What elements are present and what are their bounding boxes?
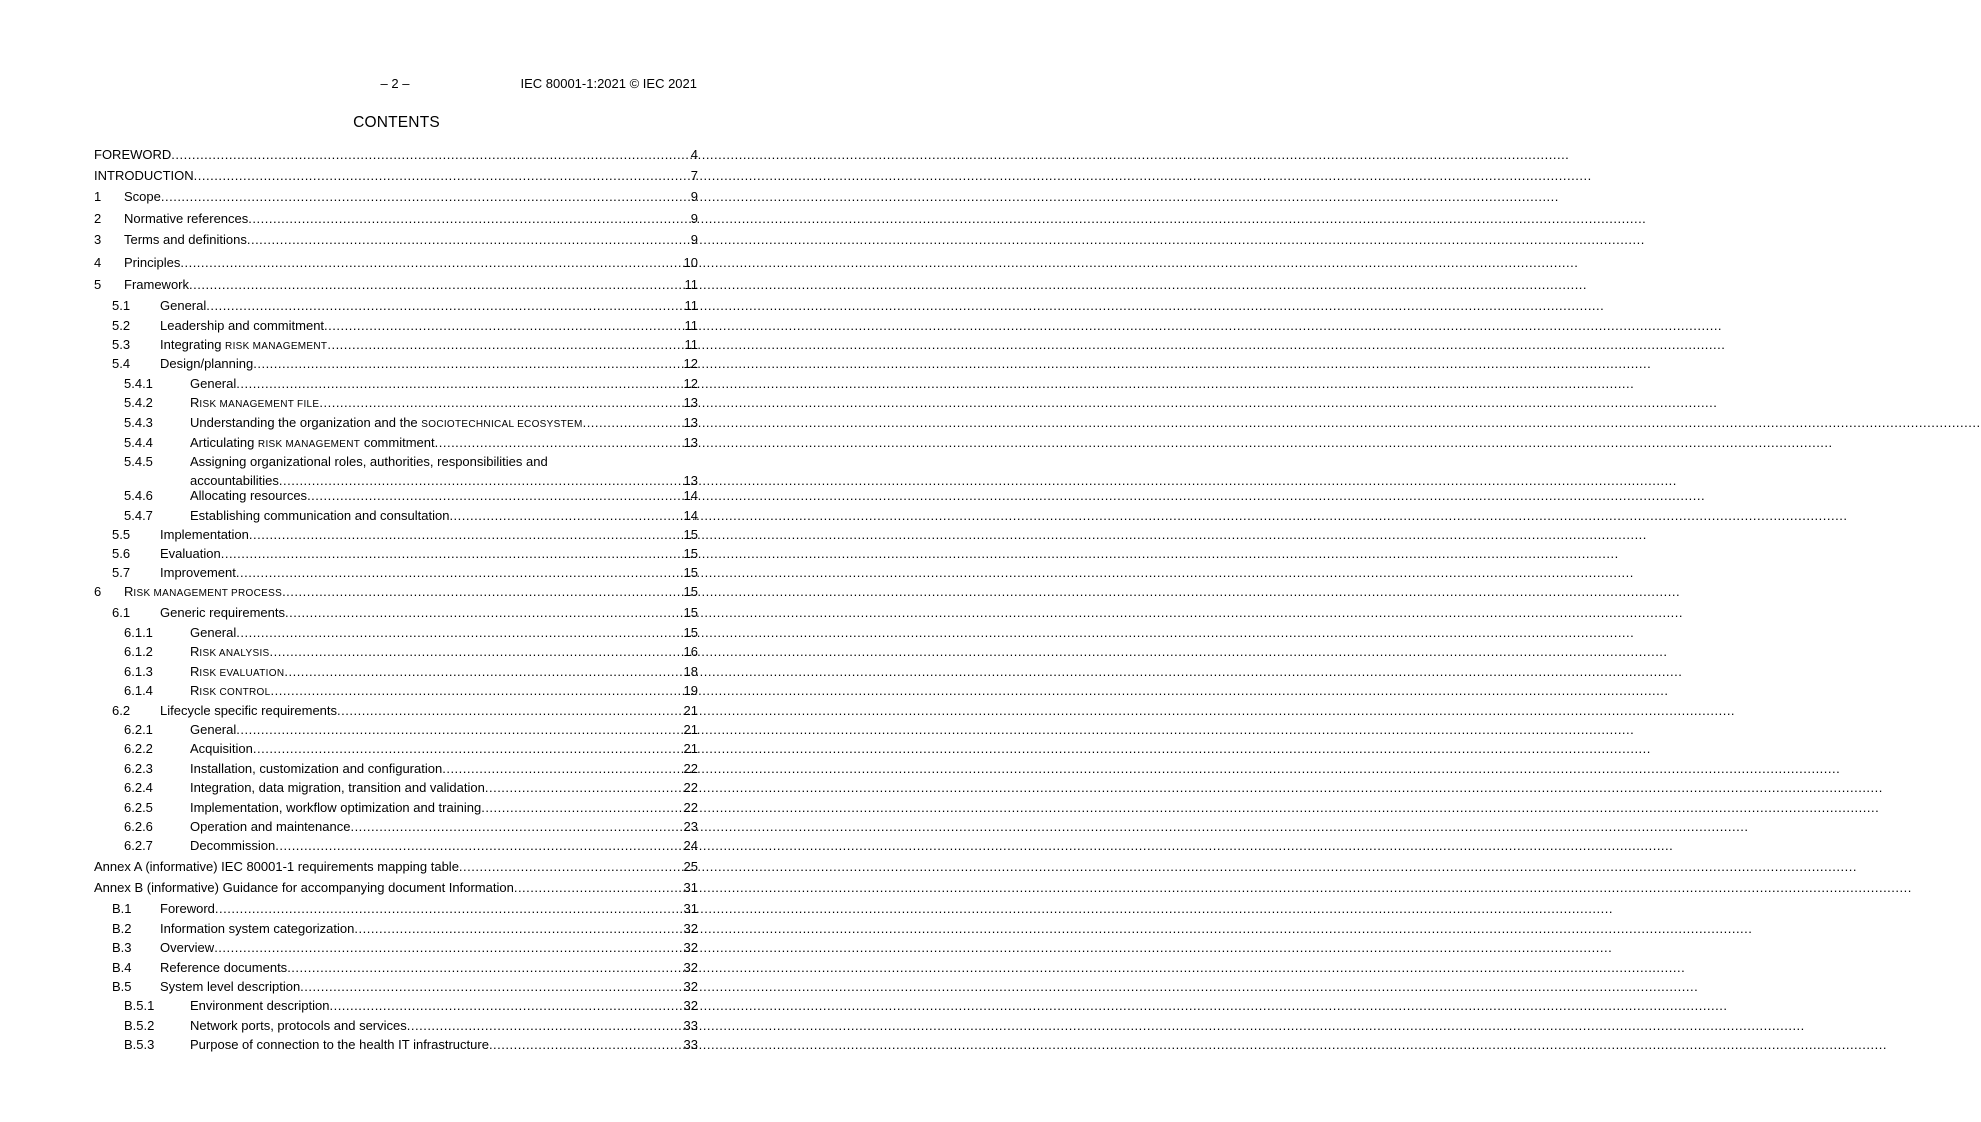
toc-entry-page: 13 xyxy=(683,395,698,410)
toc-entry-page: 10 xyxy=(683,255,698,270)
toc-entry-label xyxy=(190,374,236,393)
toc-entry-page: 11 xyxy=(684,318,698,333)
toc-entry-number: B.5.3 xyxy=(124,1037,155,1052)
toc-entry-number: 5 xyxy=(94,277,102,292)
toc-entry-label-text: Annex A (informative) IEC 80001-1 requirements mapping table xyxy=(94,859,459,874)
toc-entry-label-text: R xyxy=(190,664,200,679)
toc-entry-page: 22 xyxy=(683,761,698,776)
toc-entry[interactable] xyxy=(94,662,698,681)
toc-entry-number: 6.2.3 xyxy=(124,761,153,776)
toc-entry-label-text: Foreword xyxy=(160,901,215,916)
toc-entry-number: 6.1 xyxy=(112,605,131,620)
toc-entry[interactable] xyxy=(94,374,698,393)
toc-entry-label-text: Design/planning xyxy=(160,356,254,371)
toc-entry-page: 15 xyxy=(683,605,698,620)
toc-entry-label xyxy=(190,433,435,454)
toc-entry-page: 19 xyxy=(683,683,698,698)
toc-entry[interactable] xyxy=(94,393,698,412)
toc-entry-number: 5.4.5 xyxy=(124,454,153,469)
toc-entry-label xyxy=(124,253,180,272)
toc-entry-number: 5.3 xyxy=(112,337,131,352)
toc-entry-number: B.3 xyxy=(112,940,132,955)
toc-entry-page: 11 xyxy=(684,277,698,292)
toc-entry-label xyxy=(160,544,221,563)
toc-entry-label-text: Scope xyxy=(124,189,161,204)
toc-entry[interactable] xyxy=(94,230,698,249)
toc-entry-page: 14 xyxy=(683,488,698,503)
toc-entry-page: 32 xyxy=(683,998,698,1013)
toc-entry-label-text: Generic requirements xyxy=(160,605,285,620)
dot-leader xyxy=(248,209,689,228)
toc-entry-page: 16 xyxy=(683,644,698,659)
toc-entry-number: 5.4.2 xyxy=(124,395,153,410)
toc-entry-page: 15 xyxy=(683,546,698,561)
toc-entry[interactable] xyxy=(94,525,698,544)
toc-entry-page: 32 xyxy=(683,940,698,955)
toc-entry-label-text: Overview xyxy=(160,940,215,955)
toc-entry[interactable] xyxy=(94,506,698,525)
toc-entry-number: 6.2.5 xyxy=(124,800,153,815)
toc-entry-page: 14 xyxy=(683,508,698,523)
toc-entry-label xyxy=(190,759,442,778)
toc-entry-number: B.5 xyxy=(112,979,132,994)
toc-entry[interactable] xyxy=(94,899,698,918)
toc-entry-page: 31 xyxy=(683,901,698,916)
toc-entry[interactable] xyxy=(94,296,698,315)
toc-entry[interactable] xyxy=(94,919,698,938)
toc-entry-page: 22 xyxy=(683,800,698,815)
toc-entry-number: 5.6 xyxy=(112,546,131,561)
toc-entry-page: 13 xyxy=(683,473,698,488)
dot-leader xyxy=(236,623,682,642)
dot-leader xyxy=(270,642,683,661)
toc-entry-label-text: Leadership and commitment xyxy=(160,318,325,333)
dot-leader xyxy=(307,486,682,505)
toc-entry-number: 3 xyxy=(94,232,102,247)
toc-entry-label-text: Integrating xyxy=(160,337,226,352)
toc-entry-label xyxy=(190,1035,489,1054)
toc-entry-label-smallcaps: SOCIOTECHNICAL ECOSYSTEM xyxy=(421,419,583,430)
toc-entry[interactable] xyxy=(94,413,698,432)
toc-entry-number: 5.4.6 xyxy=(124,488,153,503)
dot-leader xyxy=(221,544,683,563)
toc-entry-label-text: Integration, data migration, transition and validation xyxy=(190,780,485,795)
toc-entry-page: 11 xyxy=(684,298,698,313)
toc-entry-number: 6.1.2 xyxy=(124,644,153,659)
toc-entry-label-text: Understanding the organization and the xyxy=(190,415,422,430)
page-number: – 2 – xyxy=(380,76,410,91)
toc-entry-label xyxy=(190,720,236,739)
toc-entry[interactable] xyxy=(94,977,698,996)
toc-entry-number: B.4 xyxy=(112,960,132,975)
toc-entry-label xyxy=(160,701,337,720)
toc-entry[interactable] xyxy=(94,253,698,272)
dot-leader xyxy=(583,413,683,432)
toc-entry-number: 6 xyxy=(94,584,102,599)
dot-leader xyxy=(489,1035,683,1054)
toc-entry[interactable] xyxy=(94,701,698,720)
toc-entry-label-text: Installation, customization and configuration xyxy=(190,761,443,776)
dot-leader xyxy=(327,335,683,354)
dot-leader xyxy=(449,506,682,525)
dot-leader xyxy=(253,739,683,758)
toc-entry-label xyxy=(124,230,247,249)
toc-entry-page: 15 xyxy=(683,527,698,542)
dot-leader xyxy=(481,798,682,817)
toc-entry[interactable] xyxy=(94,623,698,642)
dot-leader xyxy=(206,296,683,315)
dot-leader xyxy=(253,354,682,373)
toc-entry-label-text: Acquisition xyxy=(190,741,253,756)
dot-leader xyxy=(284,662,682,681)
dot-leader xyxy=(329,996,682,1015)
toc-entry[interactable] xyxy=(94,335,698,354)
toc-entry-label-smallcaps: ISK ANALYSIS xyxy=(199,648,270,659)
toc-entry-page: 13 xyxy=(683,415,698,430)
toc-entry-label-text: Implementation xyxy=(160,527,249,542)
toc-entry-number: 5.4.3 xyxy=(124,415,153,430)
toc-entry[interactable] xyxy=(94,938,698,957)
toc-entry-label xyxy=(160,335,327,356)
toc-entry-number: 6.2.6 xyxy=(124,819,153,834)
toc-entry-label-text: General xyxy=(190,722,237,737)
toc-entry-label-text: Improvement xyxy=(160,565,236,580)
toc-entry-number: 4 xyxy=(94,255,102,270)
toc-entry-label xyxy=(190,623,236,642)
toc-entry-number: 6.2.7 xyxy=(124,838,153,853)
toc-entry-page: 33 xyxy=(683,1018,698,1033)
toc-entry-label xyxy=(124,187,161,206)
toc-entry-label-text: Environment description xyxy=(190,998,330,1013)
dot-leader xyxy=(287,958,682,977)
toc-entry-label xyxy=(190,506,449,525)
dot-leader xyxy=(249,525,683,544)
toc-entry-page: 31 xyxy=(683,880,698,895)
toc-entry-number: 5.4.4 xyxy=(124,435,153,450)
toc-entry-page: 13 xyxy=(683,435,698,450)
toc-entry-label-text: General xyxy=(190,376,237,391)
toc-entry-label-text: Decommission xyxy=(190,838,276,853)
toc-entry-number: B.5.2 xyxy=(124,1018,155,1033)
toc-entry-number: 6.2.4 xyxy=(124,780,153,795)
toc-entry-label xyxy=(94,857,459,876)
toc-entry-page: 12 xyxy=(683,356,698,371)
toc-entry[interactable] xyxy=(94,642,698,661)
toc-entry-page: 9 xyxy=(690,189,698,204)
page-title: CONTENTS xyxy=(353,114,440,131)
dot-leader xyxy=(300,977,682,996)
toc-entry-page: 11 xyxy=(684,337,698,352)
dot-leader xyxy=(319,393,682,412)
dot-leader xyxy=(442,759,682,778)
dot-leader xyxy=(354,919,682,938)
toc-entry-label-text: Establishing communication and consultation xyxy=(190,508,450,523)
toc-entry-label-line: Assigning organizational roles, authorities, responsibilities and xyxy=(190,454,548,469)
toc-entry-label-text: Articulating xyxy=(190,435,258,450)
toc-entry-number: 5.4.7 xyxy=(124,508,153,523)
toc-entry-page: 9 xyxy=(690,232,698,247)
toc-entry-page: 9 xyxy=(690,211,698,226)
dot-leader xyxy=(214,938,682,957)
dot-leader xyxy=(161,187,690,206)
toc-entry-number: 5.5 xyxy=(112,527,131,542)
document-reference: IEC 80001-1:2021 © IEC 2021 xyxy=(520,76,697,91)
toc-entry[interactable] xyxy=(94,958,698,977)
toc-entry-label xyxy=(160,958,287,977)
dot-leader xyxy=(171,145,689,164)
toc-entry-page: 21 xyxy=(683,741,698,756)
toc-entry[interactable] xyxy=(94,878,698,897)
toc-entry-label xyxy=(190,662,284,683)
toc-entry-label xyxy=(160,354,253,373)
toc-entry-label xyxy=(160,316,324,335)
dot-leader xyxy=(407,1016,683,1035)
toc-entry-label xyxy=(190,836,275,855)
toc-entry-label-smallcaps: RISK MANAGEMENT xyxy=(257,439,361,450)
toc-entry[interactable] xyxy=(94,720,698,739)
toc-entry-label xyxy=(160,525,249,544)
dot-leader xyxy=(194,166,690,185)
toc-entry[interactable] xyxy=(94,1035,698,1054)
dot-leader xyxy=(285,603,683,622)
toc-entry[interactable] xyxy=(94,857,698,876)
toc-entry-page: 4 xyxy=(690,147,698,162)
dot-leader xyxy=(324,316,683,335)
toc-entry[interactable] xyxy=(94,778,698,797)
toc-entry-label-text: Evaluation xyxy=(160,546,221,561)
dot-leader xyxy=(275,836,682,855)
toc-entry[interactable] xyxy=(94,486,698,505)
toc-entry-label xyxy=(190,798,481,817)
dot-leader xyxy=(247,230,690,249)
dot-leader xyxy=(215,899,683,918)
dot-leader xyxy=(180,253,682,272)
toc-entry-label xyxy=(190,486,307,505)
toc-entry-number: 6.1.3 xyxy=(124,664,153,679)
toc-entry-label xyxy=(160,919,354,938)
toc-entry-label xyxy=(124,275,189,294)
toc-entry-label xyxy=(124,582,282,603)
toc-entry-label xyxy=(94,145,171,164)
toc-entry[interactable] xyxy=(94,603,698,622)
toc-entry-label xyxy=(94,878,514,897)
toc-entry-page: 15 xyxy=(683,565,698,580)
toc-entry[interactable] xyxy=(94,166,698,185)
toc-entry-number: 5.7 xyxy=(112,565,131,580)
dot-leader xyxy=(189,275,683,294)
toc-entry-label xyxy=(160,938,214,957)
toc-entry[interactable] xyxy=(94,544,698,563)
dot-leader xyxy=(350,817,682,836)
toc-entry-number: B.2 xyxy=(112,921,132,936)
toc-entry-label-text: Implementation, workflow optimization and training xyxy=(190,800,482,815)
toc-entry-label-smallcaps: ISK EVALUATION xyxy=(199,668,285,679)
toc-entry-number: 6.1.1 xyxy=(124,625,153,640)
toc-entry[interactable] xyxy=(94,681,698,700)
toc-entry-page: 24 xyxy=(683,838,698,853)
toc-entry-page: 18 xyxy=(683,664,698,679)
toc-entry[interactable] xyxy=(94,452,698,490)
toc-entry-page: 22 xyxy=(683,780,698,795)
toc-entry-label-text: Lifecycle specific requirements xyxy=(160,703,338,718)
toc-entry-label-text: Purpose of connection to the health IT infrastructure xyxy=(190,1037,489,1052)
toc-entry-label xyxy=(160,603,285,622)
toc-entry-label-text: R xyxy=(190,395,200,410)
toc-entry-page: 21 xyxy=(683,722,698,737)
toc-entry-number: 6.1.4 xyxy=(124,683,153,698)
toc-entry-number: 5.2 xyxy=(112,318,131,333)
toc-entry[interactable] xyxy=(94,563,698,582)
toc-entry-label-text: FOREWORD xyxy=(94,147,172,162)
toc-entry-page: 7 xyxy=(690,168,698,183)
toc-entry-label-smallcaps: ISK MANAGEMENT FILE xyxy=(199,399,320,410)
toc-entry-label-text: R xyxy=(190,683,200,698)
toc-entry[interactable] xyxy=(94,798,698,817)
toc-entry-label-smallcaps: ISK CONTROL xyxy=(199,687,271,698)
toc-entry[interactable] xyxy=(94,836,698,855)
dot-leader xyxy=(514,878,683,897)
toc-entry-number: 6.2.2 xyxy=(124,741,153,756)
toc-entry[interactable] xyxy=(94,1016,698,1035)
dot-leader xyxy=(236,563,683,582)
toc-entry-label-suffix: commitment xyxy=(360,435,435,450)
toc-entry-label xyxy=(190,642,270,663)
toc-entry-label-text: Principles xyxy=(124,255,181,270)
toc-entry[interactable] xyxy=(94,582,698,601)
toc-entry-number: 5.1 xyxy=(112,298,131,313)
toc-entry-label xyxy=(190,393,319,414)
toc-entry-page: 25 xyxy=(683,859,698,874)
toc-entry-label-text: Terms and definitions xyxy=(124,232,247,247)
toc-entry-label xyxy=(190,413,583,434)
toc-entry-label-text: Network ports, protocols and services xyxy=(190,1018,407,1033)
toc-entry-number: B.1 xyxy=(112,901,132,916)
dot-leader xyxy=(435,433,683,452)
toc-entry-number: 6.2 xyxy=(112,703,131,718)
toc-entry[interactable] xyxy=(94,759,698,778)
toc-entry-page: 21 xyxy=(683,703,698,718)
toc-entry[interactable] xyxy=(94,354,698,373)
toc-entry-label xyxy=(190,681,270,702)
toc-entry[interactable] xyxy=(94,433,698,452)
toc-entry-label-text: Information system categorization xyxy=(160,921,355,936)
toc-entry[interactable] xyxy=(94,209,698,228)
dot-leader xyxy=(337,701,683,720)
toc-entry-number: 2 xyxy=(94,211,102,226)
toc-entry-label xyxy=(190,1016,407,1035)
dot-leader xyxy=(236,720,682,739)
toc-entry-page: 15 xyxy=(683,625,698,640)
toc-entry-label-text: System level description xyxy=(160,979,301,994)
toc-entry-number: 6.2.1 xyxy=(124,722,153,737)
toc-entry-label-text: Reference documents xyxy=(160,960,288,975)
toc-entry-label-smallcaps: ISK MANAGEMENT PROCESS xyxy=(133,588,283,599)
toc-entry[interactable] xyxy=(94,275,698,294)
toc-entry-label xyxy=(160,899,215,918)
toc-entry-page: 33 xyxy=(683,1037,698,1052)
toc-entry-label-text: accountabilities xyxy=(190,473,279,488)
dot-leader xyxy=(236,374,682,393)
toc-entry[interactable] xyxy=(94,817,698,836)
dot-leader xyxy=(282,582,682,601)
toc-entry[interactable] xyxy=(94,187,698,206)
toc-entry-page: 32 xyxy=(683,921,698,936)
toc-entry-label-text: General xyxy=(160,298,207,313)
toc-entry-label xyxy=(160,977,300,996)
toc-entry[interactable] xyxy=(94,316,698,335)
toc-entry-label xyxy=(160,563,236,582)
toc-entry-label-text: Annex B (informative) Guidance for accompanying document Information xyxy=(94,880,514,895)
toc-entry-page: 32 xyxy=(683,960,698,975)
toc-entry-page: 15 xyxy=(683,584,698,599)
toc-entry-label-text: Allocating resources xyxy=(190,488,308,503)
toc-entry-label xyxy=(124,209,248,228)
dot-leader xyxy=(459,857,683,876)
toc-entry-label-text: Operation and maintenance xyxy=(190,819,351,834)
toc-entry[interactable] xyxy=(94,145,698,164)
dot-leader xyxy=(270,681,682,700)
toc-entry-number: B.5.1 xyxy=(124,998,155,1013)
toc-entry-page: 23 xyxy=(683,819,698,834)
toc-entry-number: 5.4 xyxy=(112,356,131,371)
toc-entry-label xyxy=(190,996,329,1015)
toc-entry-label-text: Framework xyxy=(124,277,190,292)
toc-entry-label-text: Normative references xyxy=(124,211,249,226)
toc-entry-label-text: R xyxy=(124,584,134,599)
toc-entry-label-text: General xyxy=(190,625,237,640)
dot-leader xyxy=(485,778,683,797)
toc-entry-label-smallcaps: RISK MANAGEMENT xyxy=(225,341,328,352)
toc-entry-label xyxy=(160,296,206,315)
toc-entry-number: 1 xyxy=(94,189,102,204)
toc-entry-label xyxy=(190,817,350,836)
toc-entry-number: 5.4.1 xyxy=(124,376,153,391)
toc-entry-label-text: INTRODUCTION xyxy=(94,168,194,183)
toc-entry-label xyxy=(94,166,194,185)
toc-entry[interactable] xyxy=(94,996,698,1015)
toc-entry-label-text: R xyxy=(190,644,200,659)
toc-entry-label xyxy=(190,739,253,758)
toc-entry-page: 12 xyxy=(683,376,698,391)
toc-entry[interactable] xyxy=(94,739,698,758)
toc-entry-label xyxy=(190,778,485,797)
toc-entry-page: 32 xyxy=(683,979,698,994)
